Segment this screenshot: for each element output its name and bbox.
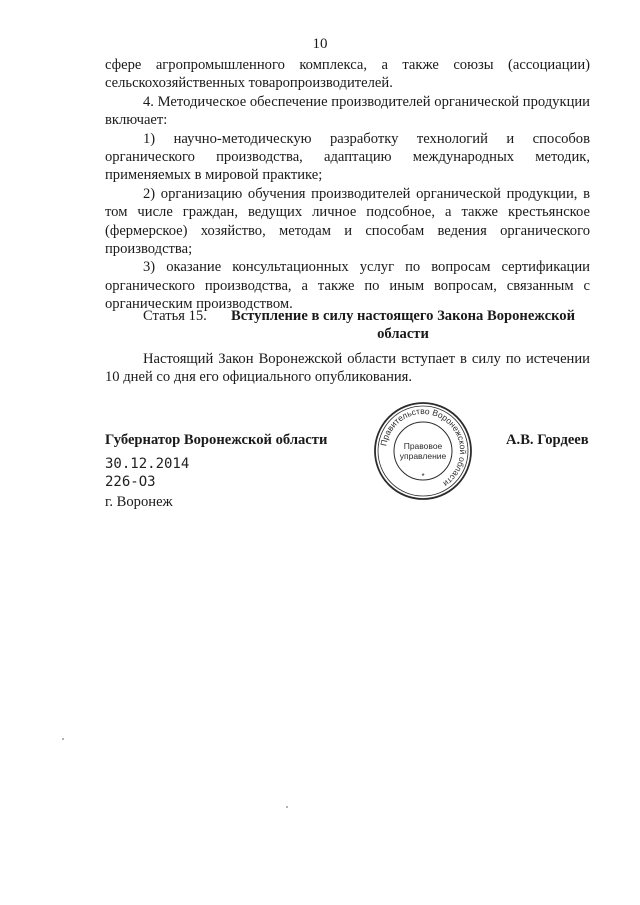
paragraph-continuation: сфере агропромышленного комплекса, а также союзы (ассоциации) сельскохозяйственных товаропроизводителей. — [105, 57, 590, 92]
law-number: 226-ОЗ — [105, 474, 156, 490]
page-number: 10 — [312, 36, 328, 52]
law-text-body — [105, 56, 590, 314]
article-number: Статья 15. — [143, 308, 207, 324]
paragraph-subitem-3: 3) оказание консультационных услуг по вопросам сертификации органического производства, а также по иным вопросам, связанным с органическим производством. — [105, 259, 590, 313]
article-title: Вступление в силу настоящего Закона Воронежской области — [230, 308, 576, 343]
paragraph-item-4: 4. Методическое обеспечение производителей органической продукции включает: — [105, 93, 590, 129]
seal-center-line1: Правовое — [403, 441, 443, 451]
official-seal — [372, 400, 474, 502]
paragraph-subitem-2: 2) организацию обучения производителей органической продукции, в том числе граждан, ведущих личное подсобное, а также крестьянское (фермерское) хозяйство, методам и способам ведения органического производства; — [105, 185, 590, 258]
scan-speck — [286, 806, 288, 808]
paragraph-subitem-1: 1) научно-методическую разработку технологий и способов органического производства, адаптацию международных методик, применяемых в мировой практике; — [105, 130, 590, 184]
seal-ring-text: Правительство Воронежской области — [378, 405, 469, 489]
seal-center-line2: управление — [399, 451, 447, 461]
law-date: 30.12.2014 — [105, 456, 190, 472]
law-city: г. Воронеж — [105, 494, 173, 510]
signatory-name: А.В. Гордеев — [506, 432, 589, 448]
scan-speck — [62, 738, 64, 740]
signatory-position: Губернатор Воронежской области — [105, 432, 328, 448]
seal-star-icon: * — [421, 472, 425, 481]
entry-into-force-paragraph: Настоящий Закон Воронежской области вступает в силу по истечении 10 дней со дня его официального опубликования. — [105, 351, 590, 386]
